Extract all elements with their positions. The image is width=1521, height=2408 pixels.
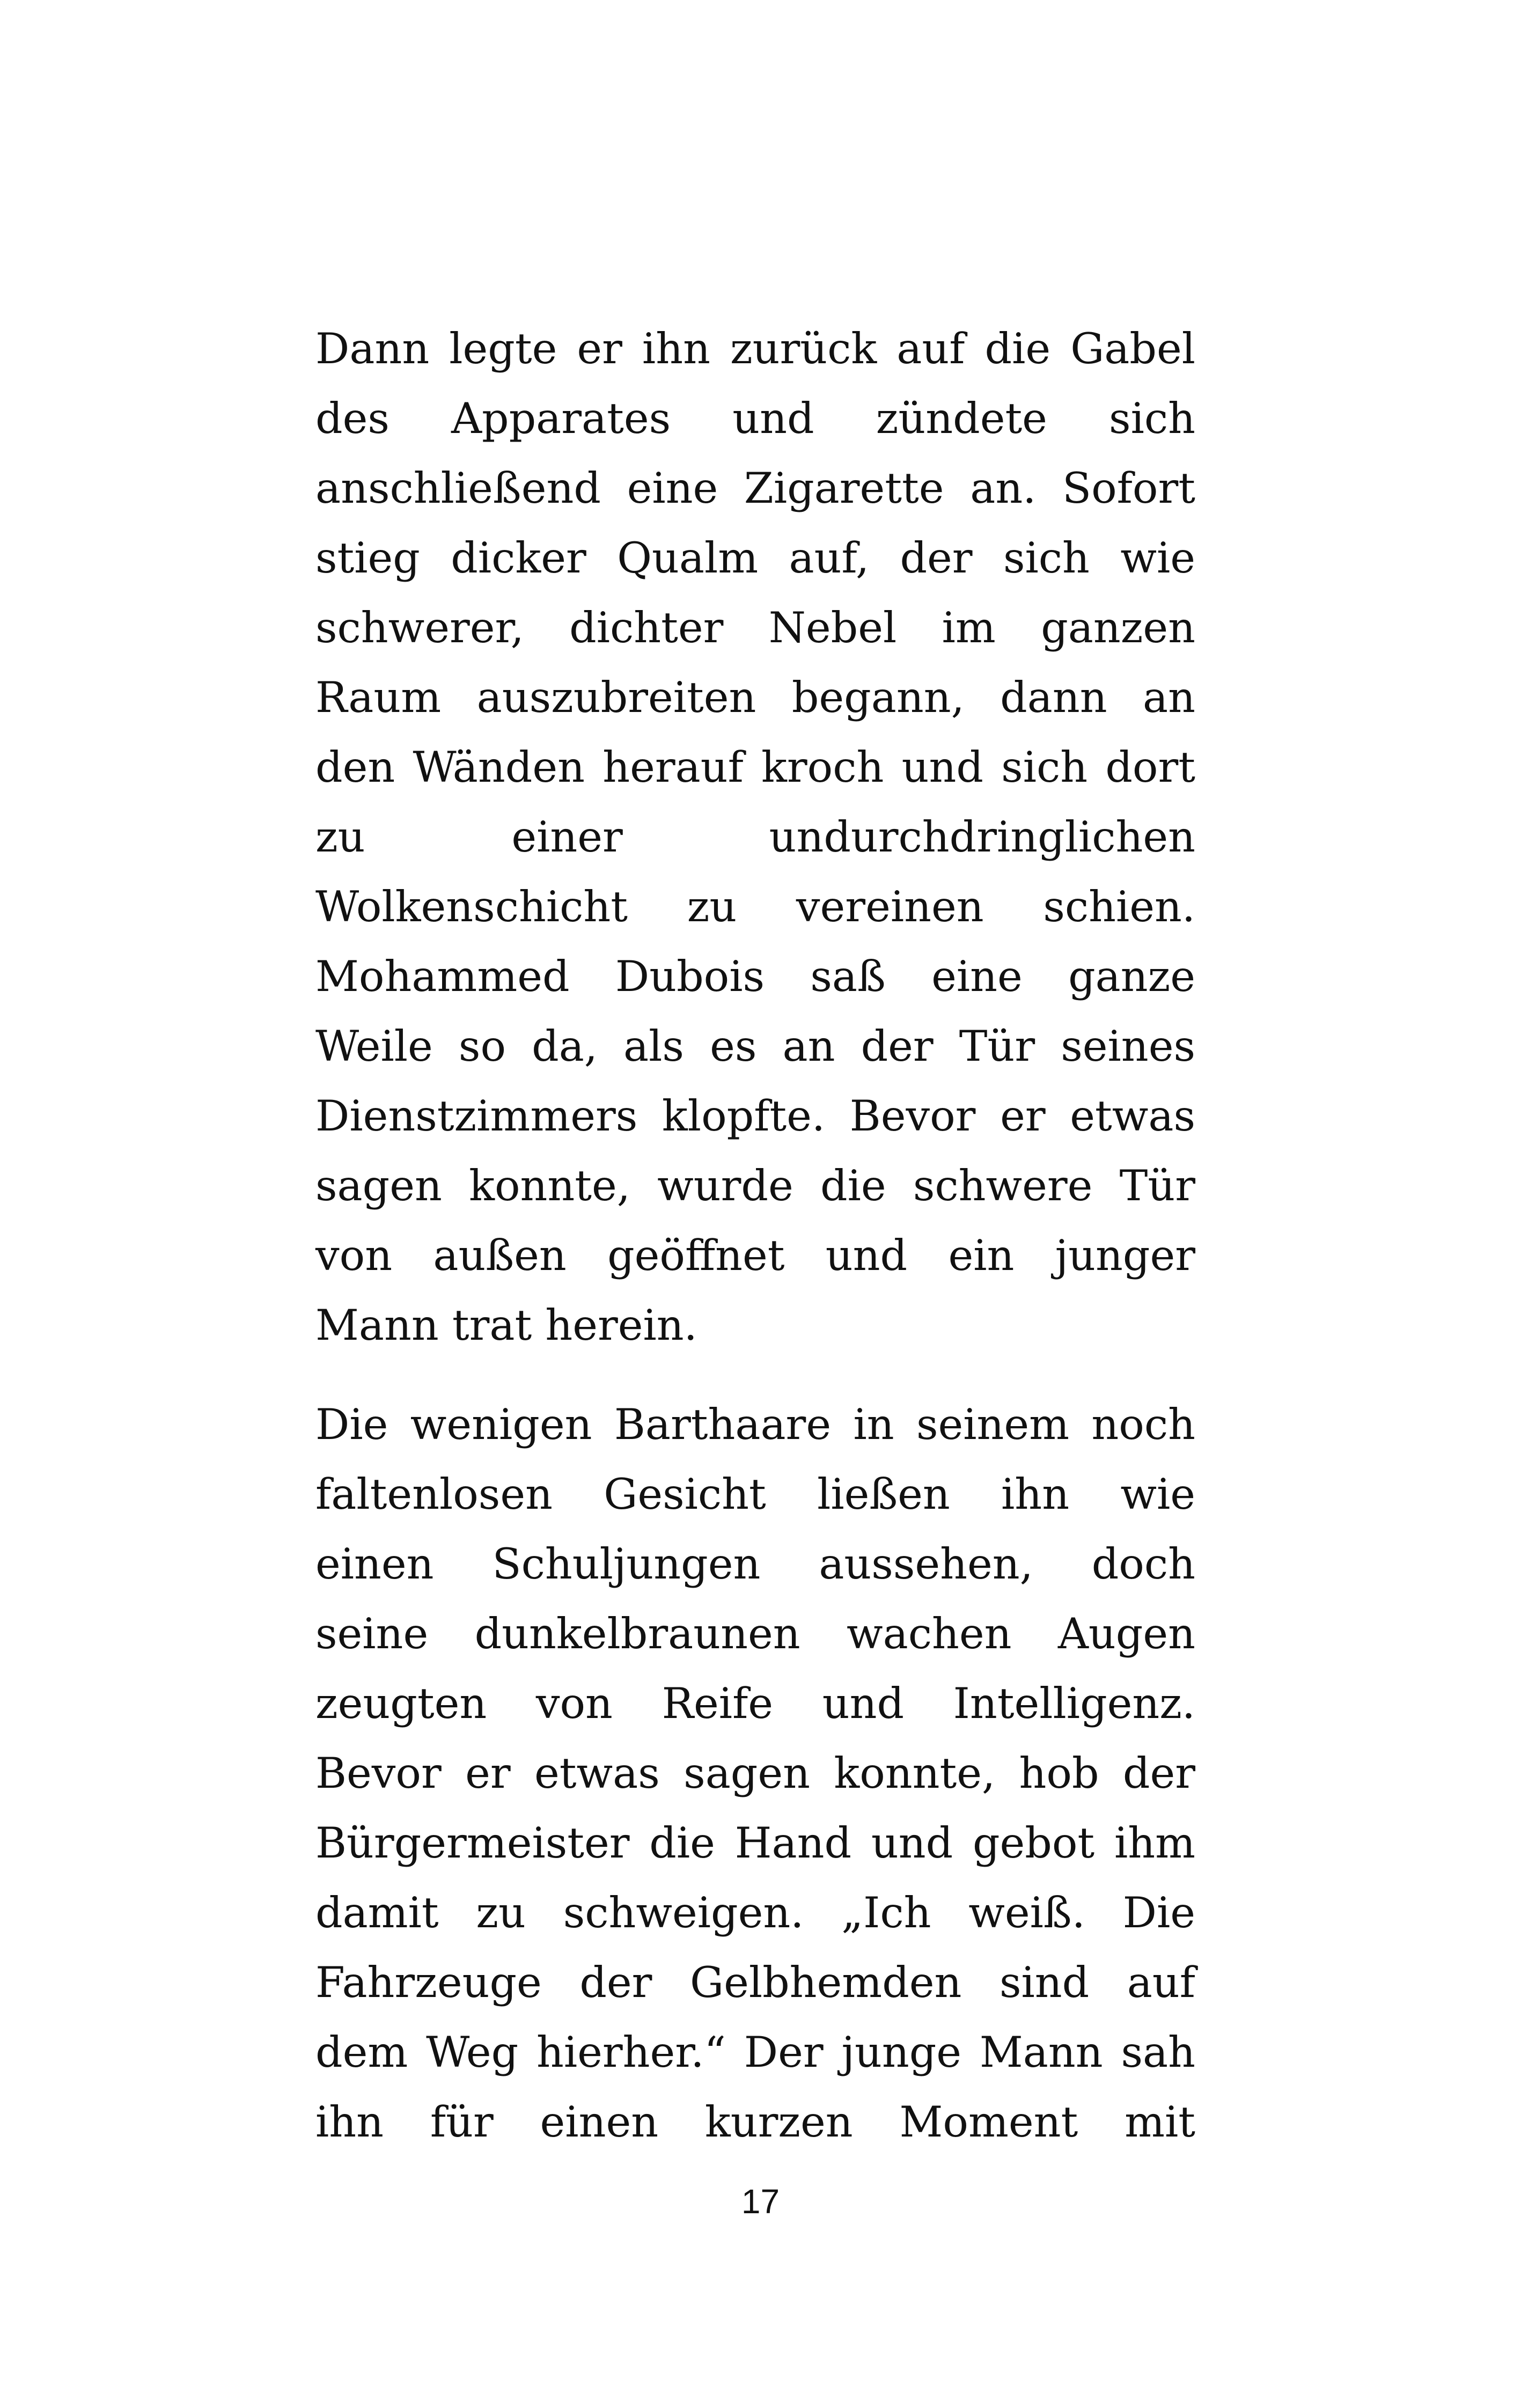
text-line: zu einer undurchdringlichen [315,812,1195,862]
text-line: Weile so da, als es an der Tür seines [315,1022,1195,1071]
text-line: Mohammed Dubois saß eine ganze [315,952,1195,1001]
text-line: damit zu schweigen. „Ich weiß. Die [315,1888,1195,1937]
paragraph-2 [315,1390,1195,2157]
text-line: des Apparates und zündete sich [315,394,1195,443]
text-line: Dienstzimmers klopfte. Bevor er etwas [315,1091,1195,1141]
text-line: dem Weg hierher.“ Der junge Mann sah [315,2028,1195,2077]
text-line: Bürgermeister die Hand und gebot ihm [315,1818,1195,1868]
text-line: Mann trat herein. [315,1301,697,1350]
text-line: ihn für einen kurzen Moment mit [315,2097,1195,2147]
text-line: seine dunkelbraunen wachen Augen [315,1609,1195,1658]
text-line: schwerer, dichter Nebel im ganzen [315,603,1195,652]
text-line: faltenlosen Gesicht ließen ihn wie [315,1470,1195,1519]
text-line: sagen konnte, wurde die schwere Tür [315,1161,1195,1210]
text-line: den Wänden herauf kroch und sich dort [315,743,1195,792]
text-line: Die wenigen Barthaare in seinem noch [315,1400,1195,1449]
text-line: Wolkenschicht zu vereinen schien. [315,882,1195,931]
page-number: 17 [741,2182,780,2221]
text-line: Bevor er etwas sagen konnte, hob der [315,1749,1195,1798]
text-line: Raum auszubreiten begann, dann an [315,673,1195,722]
body-text [315,314,1195,2157]
text-line: anschließend eine Zigarette an. Sofort [315,464,1195,513]
text-line: Dann legte er ihn zurück auf die Gabel [315,324,1195,373]
text-line: einen Schuljungen aussehen, doch [315,1539,1195,1589]
text-line: von außen geöffnet und ein junger [315,1231,1195,1280]
text-line: Fahrzeuge der Gelbhemden sind auf [315,1958,1195,2007]
text-line: stieg dicker Qualm auf, der sich wie [315,533,1195,583]
text-line: zeugten von Reife und Intelligenz. [315,1679,1195,1728]
paragraph-1 [315,314,1195,1360]
